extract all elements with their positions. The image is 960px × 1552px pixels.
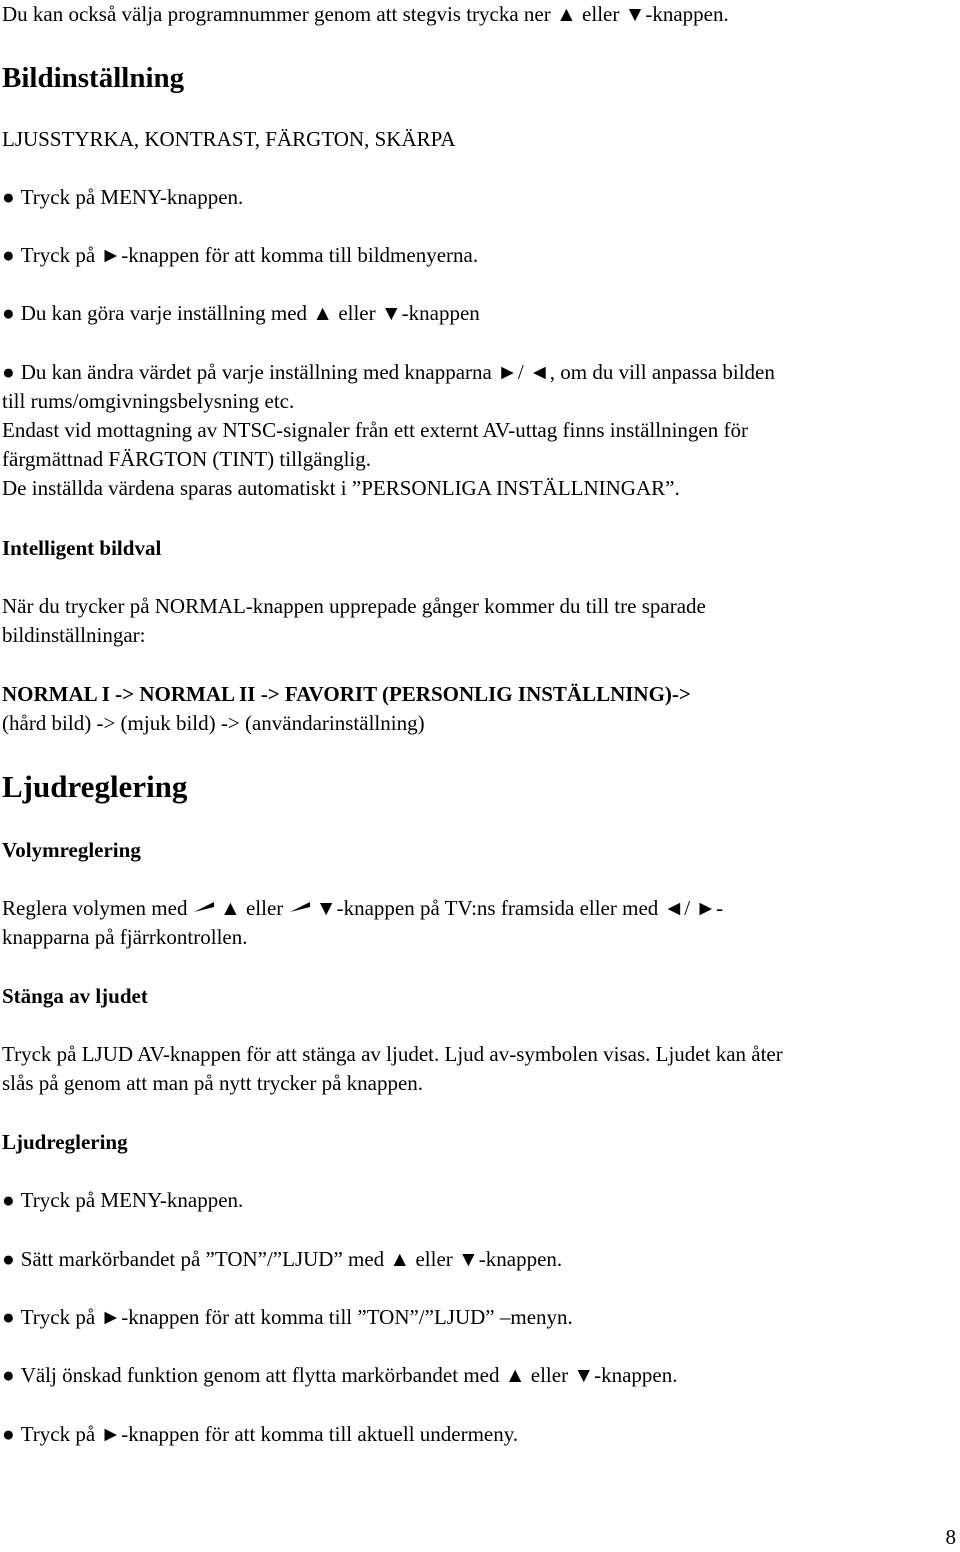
bullet-item: ● Tryck på ►-knappen för att komma till aktuell undermeny.	[2, 1422, 519, 1446]
paragraph-ntsc-line1: Endast vid mottagning av NTSC-signaler från ett externt AV-uttag finns inställningen för	[2, 418, 748, 442]
bullet-icon: ●	[2, 1363, 15, 1387]
bullet-item: ● Du kan göra varje inställning med ▲ eller ▼-knappen	[2, 301, 480, 325]
bullet-item: ● Sätt markörbandet på ”TON”/”LJUD” med ▲ eller ▼-knappen.	[2, 1247, 563, 1271]
bullet-item: ● Du kan ändra värdet på varje inställning med knapparna ►/ ◄, om du vill anpassa bilden	[2, 360, 775, 384]
bullet-icon: ●	[2, 185, 15, 209]
paragraph-ntsc-line2: färgmättnad FÄRGTON (TINT) tillgänglig.	[2, 447, 371, 471]
heading-sound: Ljudreglering	[2, 769, 188, 804]
bullet-icon: ●	[2, 1422, 15, 1446]
paragraph-normal-line1: När du trycker på NORMAL-knappen upprepade gånger kommer du till tre sparade	[2, 594, 706, 618]
picture-mode-sequence: NORMAL I -> NORMAL II -> FAVORIT (PERSONLIG INSTÄLLNING)->	[2, 682, 691, 706]
heading-mute: Stänga av ljudet	[2, 984, 148, 1008]
paragraph-mute-line1: Tryck på LJUD AV-knappen för att stänga av ljudet. Ljud av-symbolen visas. Ljudet kan åter	[2, 1042, 783, 1066]
bullet-item: ● Tryck på MENY-knappen.	[2, 185, 244, 209]
bullet-item: ● Tryck på ►-knappen för att komma till ”TON”/”LJUD” –menyn.	[2, 1305, 573, 1329]
bullet-icon: ●	[2, 243, 15, 267]
heading-picture-settings: Bildinställning	[2, 62, 185, 94]
bullet-icon: ●	[2, 1188, 15, 1212]
bullet-icon: ●	[2, 1247, 15, 1271]
bullet-item: ● Tryck på ►-knappen för att komma till bildmenyerna.	[2, 243, 479, 267]
volume-ramp-icon	[289, 901, 311, 913]
bullet-icon: ●	[2, 360, 15, 384]
bullet-icon: ●	[2, 1305, 15, 1329]
heading-volume: Volymreglering	[2, 838, 141, 862]
picture-mode-sequence-desc: (hård bild) -> (mjuk bild) -> (användarinställning)	[2, 711, 425, 735]
paragraph-saved-values: De inställda värdena sparas automatiskt i ”PERSONLIGA INSTÄLLNINGAR”.	[2, 476, 680, 500]
bullet-continuation: till rums/omgivningsbelysning etc.	[2, 389, 295, 413]
paragraph-volume-line2: knapparna på fjärrkontrollen.	[2, 925, 248, 949]
bullet-item: ● Tryck på MENY-knappen.	[2, 1188, 244, 1212]
paragraph-volume-line1: Reglera volymen med ▲ eller ▼-knappen på TV:ns framsida eller med ◄/ ►-	[2, 896, 724, 920]
subtitle-picture-parameters: LJUSSTYRKA, KONTRAST, FÄRGTON, SKÄRPA	[2, 127, 456, 151]
paragraph-normal-line2: bildinställningar:	[2, 623, 146, 647]
page-number: 8	[945, 1525, 956, 1549]
paragraph-mute-line2: slås på genom att man på nytt trycker på knappen.	[2, 1071, 424, 1095]
heading-intelligent-picture: Intelligent bildval	[2, 536, 162, 560]
heading-sound-adjust: Ljudreglering	[2, 1130, 128, 1154]
bullet-item: ● Välj önskad funktion genom att flytta markörbandet med ▲ eller ▼-knappen.	[2, 1363, 678, 1387]
bullet-icon: ●	[2, 301, 15, 325]
intro-text: Du kan också välja programnummer genom att stegvis trycka ner ▲ eller ▼-knappen.	[2, 2, 729, 26]
volume-ramp-icon	[193, 901, 215, 913]
